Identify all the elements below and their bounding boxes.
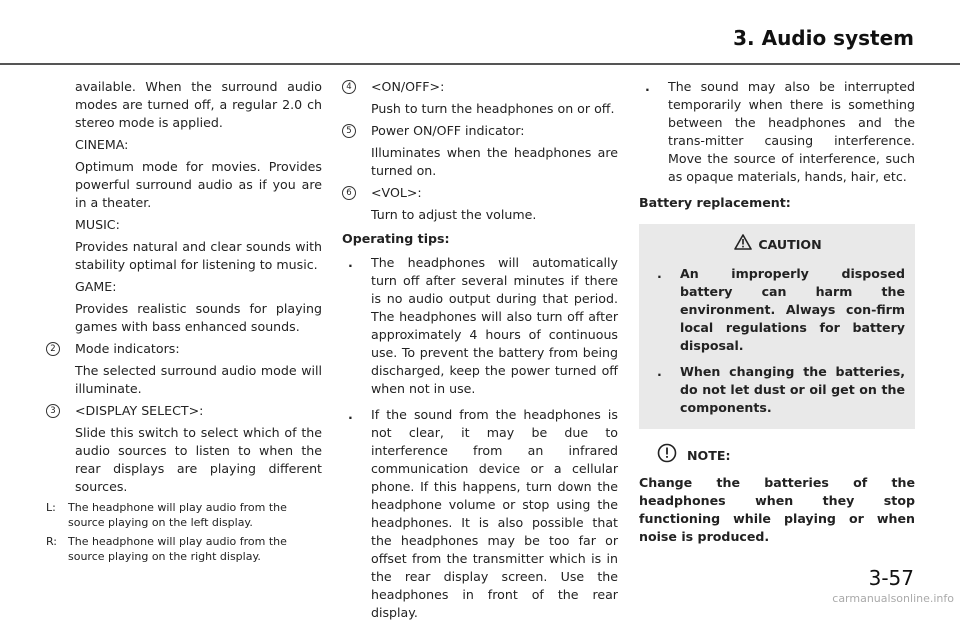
item-display-select [46, 402, 322, 420]
option-key: R: [46, 535, 58, 548]
number-4-icon: 4 [342, 80, 356, 94]
option-key: L: [46, 501, 56, 514]
note-title: NOTE: [687, 447, 731, 463]
game-desc: Provides realistic sounds for playing games with bass enhanced sounds. [75, 301, 322, 334]
item-label: <VOL>: [371, 185, 422, 200]
item-label: <ON/OFF>: [371, 79, 445, 94]
intro-text: available. When the surround audio modes are turned off, a regular 2.0 ch stereo mode is applied. [75, 79, 322, 130]
item-on-off [342, 78, 618, 96]
tips-heading: Operating tips: [342, 231, 450, 246]
header-rule [0, 63, 960, 65]
tip-text: The headphones will automatically turn off after several minutes if there is no audio output during that period. The headphones will also turn off after approximately 4 hours of continuous use. To prevent the battery from being discharged, keep the power turned off when not in use. [371, 255, 618, 396]
tip-item [639, 78, 915, 186]
option-text: The headphone will play audio from the source playing on the right display. [68, 535, 287, 563]
caution-text: When changing the batteries, do not let dust or oil get on the components. [680, 364, 905, 415]
tip-item [342, 254, 618, 398]
column-1 [46, 78, 322, 568]
option-text: The headphone will play audio from the source playing on the left display. [68, 501, 287, 529]
caution-text: An improperly disposed battery can harm the environment. Always con-firm local regulations for battery disposal. [680, 266, 905, 353]
page-number: 3-57 [868, 566, 914, 590]
caution-item [651, 265, 905, 355]
cinema-desc: Optimum mode for movies. Provides powerful surround audio as if you are in a theater. [75, 159, 322, 210]
item-desc: Illuminates when the headphones are turned on. [371, 145, 618, 178]
column-3 [639, 78, 915, 550]
item-vol [342, 184, 618, 202]
number-2-icon: 2 [46, 342, 60, 356]
number-6-icon: 6 [342, 186, 356, 200]
item-desc: Slide this switch to select which of the audio sources to listen to when the rear displays are playing different sources. [75, 425, 322, 494]
note-body: Change the batteries of the headphones when they stop functioning while playing or when noise is produced. [639, 475, 915, 544]
bullet-icon: . [348, 407, 353, 422]
cinema-label: CINEMA: [75, 137, 129, 152]
item-desc: Turn to adjust the volume. [371, 207, 537, 222]
section-title: 3. Audio system [733, 26, 914, 50]
number-5-icon: 5 [342, 124, 356, 138]
bullet-icon: . [657, 364, 662, 379]
item-power-indicator [342, 122, 618, 140]
tip-text: The sound may also be interrupted temporarily when there is something between the headphones and the trans-mitter causing interference. Move the source of interference, such as opaque materials, hands, hair, etc. [668, 79, 915, 184]
music-desc: Provides natural and clear sounds with stability optimal for listening to music. [75, 239, 322, 272]
item-mode-indicators [46, 340, 322, 358]
tip-text: If the sound from the headphones is not clear, it may be due to interference from an infrared communication device or a cellular phone. If this happens, turn down the headphone volume or stop using the headphones. It is also possible that the headphones may be too far or offset from the transmitter which is in the rear display screen. Use the headphones in front of the rear display. [371, 407, 618, 620]
caution-item [651, 363, 905, 417]
note-icon [657, 443, 677, 468]
tip-item [342, 406, 618, 622]
item-label: Power ON/OFF indicator: [371, 123, 525, 138]
caution-title: CAUTION [758, 236, 822, 252]
display-select-options [46, 500, 322, 564]
item-label: Mode indicators: [75, 341, 180, 356]
option-left [46, 500, 322, 530]
caution-header [651, 234, 905, 255]
option-right [46, 534, 322, 564]
caution-box [639, 224, 915, 429]
music-label: MUSIC: [75, 217, 120, 232]
warning-triangle-icon [734, 234, 752, 255]
battery-heading: Battery replacement: [639, 195, 791, 210]
item-desc: Push to turn the headphones on or off. [371, 101, 615, 116]
note-header [657, 443, 915, 468]
number-3-icon: 3 [46, 404, 60, 418]
bullet-icon: . [645, 79, 650, 94]
game-label: GAME: [75, 279, 117, 294]
column-2 [342, 78, 618, 630]
item-label: <DISPLAY SELECT>: [75, 403, 204, 418]
watermark: carmanualsonline.info [832, 592, 954, 605]
bullet-icon: . [348, 255, 353, 270]
bullet-icon: . [657, 266, 662, 281]
item-desc: The selected surround audio mode will illuminate. [75, 363, 322, 396]
